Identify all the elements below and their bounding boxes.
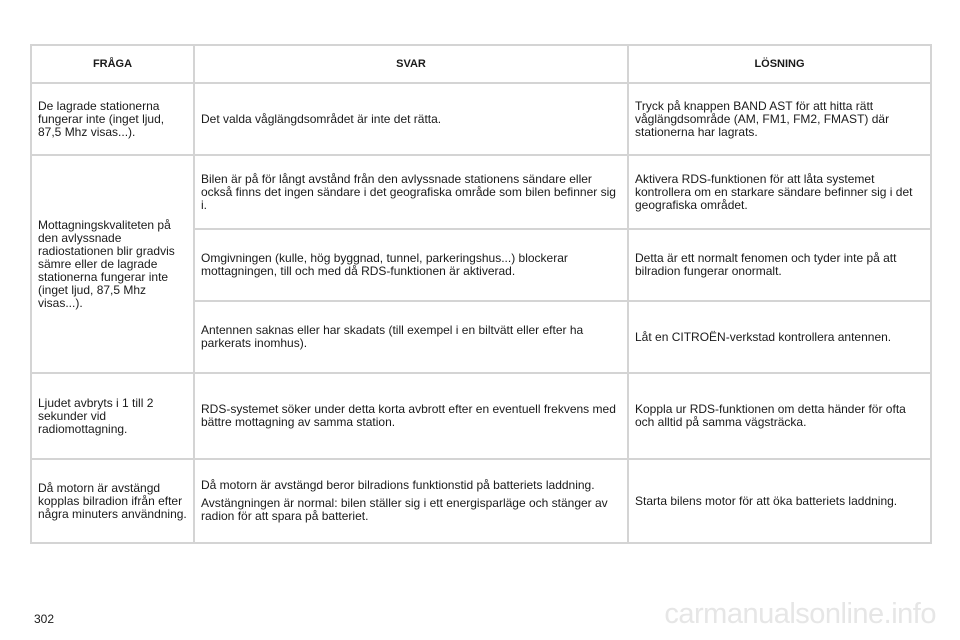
solution-cell: Aktivera RDS-funktionen för att låta systemet kontrollera om en starkare sändare befinner sig i det geografiska området. [628, 155, 931, 229]
header-answer: SVAR [194, 45, 628, 83]
answer-paragraph: Då motorn är avstängd beror bilradions funktionstid på batteriets laddning. [201, 478, 595, 492]
table-row [31, 459, 931, 543]
header-solution: LÖSNING [628, 45, 931, 83]
answer-cell: Antennen saknas eller har skadats (till exempel i en biltvätt eller efter ha parkerats inomhus). [194, 301, 628, 373]
solution-cell: Detta är ett normalt fenomen och tyder inte på att bilradion fungerar onormalt. [628, 229, 931, 301]
question-cell: Då motorn är avstängd kopplas bilradion ifrån efter några minuters användning. [31, 459, 194, 543]
faq-table [30, 44, 932, 544]
watermark: carmanualsonline.info [664, 598, 936, 630]
answer-cell: Det valda våglängdsområdet är inte det rätta. [194, 83, 628, 155]
solution-cell: Tryck på knappen BAND AST för att hitta rätt våglängdsområde (AM, FM1, FM2, FMAST) där stationerna har lagrats. [628, 83, 931, 155]
question-cell: Mottagningskvaliteten på den avlyssnade radiostationen blir gradvis sämre eller de lagrade stationerna fungerar inte (inget ljud, 87,5 Mhz visas...). [31, 155, 194, 373]
solution-cell: Koppla ur RDS-funktionen om detta händer för ofta och alltid på samma vägsträcka. [628, 373, 931, 459]
page-number: 302 [34, 612, 55, 626]
answer-cell: RDS-systemet söker under detta korta avbrott efter en eventuell frekvens med bättre mottagning av samma station. [194, 373, 628, 459]
header-row [31, 45, 931, 83]
solution-cell: Starta bilens motor för att öka batteriets laddning. [628, 459, 931, 543]
answer-paragraph: Avstängningen är normal: bilen ställer sig i ett energisparläge och stänger av radion för att spara på batteriet. [201, 496, 608, 523]
table-row [31, 373, 931, 459]
header-question: FRÅGA [31, 45, 194, 83]
answer-cell: Omgivningen (kulle, hög byggnad, tunnel, parkeringshus...) blockerar mottagningen, till och med då RDS-funktionen är aktiverad. [194, 229, 628, 301]
solution-cell: Låt en CITROËN-verkstad kontrollera antennen. [628, 301, 931, 373]
answer-cell: Bilen är på för långt avstånd från den avlyssnade stationens sändare eller också finns det ingen sändare i det geografiska område som bilen befinner sig i. [194, 155, 628, 229]
answer-cell [194, 459, 628, 543]
question-cell: De lagrade stationerna fungerar inte (inget ljud, 87,5 Mhz visas...). [31, 83, 194, 155]
question-cell: Ljudet avbryts i 1 till 2 sekunder vid radiomottagning. [31, 373, 194, 459]
table-row [31, 83, 931, 155]
table-row [31, 155, 931, 229]
